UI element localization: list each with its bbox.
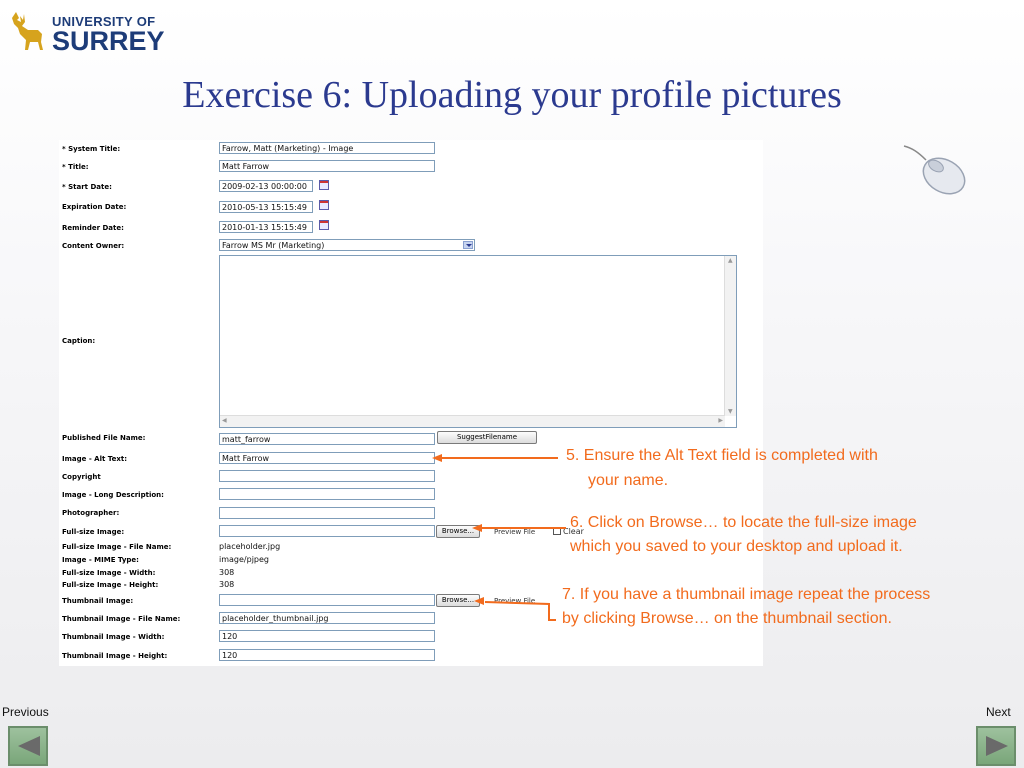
- mime-type-label: Image - MIME Type:: [62, 556, 139, 564]
- fullsize-file-name-value: placeholder.jpg: [219, 542, 281, 551]
- clear-label: Clear: [563, 527, 584, 536]
- chevron-down-icon[interactable]: ▼: [728, 408, 733, 415]
- step7-text-line1: 7. If you have a thumbnail image repeat the process: [562, 586, 931, 603]
- fullsize-image-label: Full-size Image:: [62, 528, 125, 536]
- system-title-input[interactable]: Farrow, Matt (Marketing) - Image: [219, 142, 435, 154]
- thumbnail-file-name-label: Thumbnail Image - File Name:: [62, 615, 181, 623]
- suggest-filename-button[interactable]: SuggestFilename: [437, 431, 537, 444]
- next-button[interactable]: [976, 726, 1016, 766]
- fullsize-browse-button[interactable]: Browse...: [436, 525, 480, 538]
- next-label: Next: [986, 705, 1011, 719]
- thumbnail-height-label: Thumbnail Image - Height:: [62, 652, 168, 660]
- step7-text-line2: by clicking Browse… on the thumbnail section.: [562, 610, 892, 627]
- system-title-label: * System Title:: [62, 145, 121, 153]
- reminder-date-input[interactable]: 2010-01-13 15:15:49: [219, 221, 313, 233]
- fullsize-width-label: Full-size Image - Width:: [62, 569, 156, 577]
- logo-line2: SURREY: [52, 26, 165, 56]
- chevron-right-icon[interactable]: ▶: [718, 417, 723, 424]
- thumbnail-preview-link[interactable]: Preview File: [494, 597, 536, 605]
- fullsize-height-value: 308: [219, 580, 235, 589]
- step5-text-line1: 5. Ensure the Alt Text field is completed with: [566, 447, 878, 464]
- caption-label: Caption:: [62, 337, 96, 345]
- reminder-date-label: Reminder Date:: [62, 224, 124, 232]
- step6-text-line2: which you saved to your desktop and upload it.: [570, 538, 903, 555]
- fullsize-file-name-label: Full-size Image - File Name:: [62, 543, 172, 551]
- content-owner-value: Farrow MS Mr (Marketing): [222, 241, 325, 250]
- fullsize-preview-link[interactable]: Preview File: [494, 528, 536, 536]
- title-label: * Title:: [62, 163, 89, 171]
- thumbnail-browse-button[interactable]: Browse...: [436, 594, 480, 607]
- step5-text-line2: your name.: [588, 472, 669, 489]
- chevron-left-icon[interactable]: ◀: [222, 417, 227, 424]
- thumbnail-image-label: Thumbnail Image:: [62, 597, 134, 605]
- start-date-label: * Start Date:: [62, 183, 112, 191]
- thumbnail-width-label: Thumbnail Image - Width:: [62, 633, 165, 641]
- copyright-label: Copyright: [62, 473, 101, 481]
- start-date-input[interactable]: 2009-02-13 00:00:00: [219, 180, 313, 192]
- expiration-date-label: Expiration Date:: [62, 203, 127, 211]
- alt-text-input[interactable]: Matt Farrow: [219, 452, 435, 464]
- photographer-label: Photographer:: [62, 509, 120, 517]
- expiration-date-input[interactable]: 2010-05-13 15:15:49: [219, 201, 313, 213]
- arrow-right-icon: [986, 736, 1008, 756]
- alt-text-label: Image - Alt Text:: [62, 455, 128, 463]
- chevron-up-icon[interactable]: ▲: [728, 257, 733, 264]
- arrow-left-icon: [18, 736, 40, 756]
- fullsize-width-value: 308: [219, 568, 235, 577]
- published-file-name-input[interactable]: matt_farrow: [219, 433, 435, 445]
- thumbnail-file-name-input[interactable]: placeholder_thumbnail.jpg: [219, 612, 435, 624]
- thumbnail-height-input[interactable]: 120: [219, 649, 435, 661]
- long-description-label: Image - Long Description:: [62, 491, 164, 499]
- fullsize-height-label: Full-size Image - Height:: [62, 581, 159, 589]
- logo-line1: UNIVERSITY OF: [52, 14, 156, 29]
- title-input[interactable]: Matt Farrow: [219, 160, 435, 172]
- published-file-name-label: Published File Name:: [62, 434, 146, 442]
- previous-label: Previous: [2, 705, 49, 719]
- mime-type-value: image/pjpeg: [219, 555, 269, 564]
- previous-button[interactable]: [8, 726, 48, 766]
- slide-title: Exercise 6: Uploading your profile pictures: [182, 74, 842, 116]
- thumbnail-width-input[interactable]: 120: [219, 630, 435, 642]
- content-owner-label: Content Owner:: [62, 242, 125, 250]
- step6-text-line1: 6. Click on Browse… to locate the full-size image: [570, 514, 917, 531]
